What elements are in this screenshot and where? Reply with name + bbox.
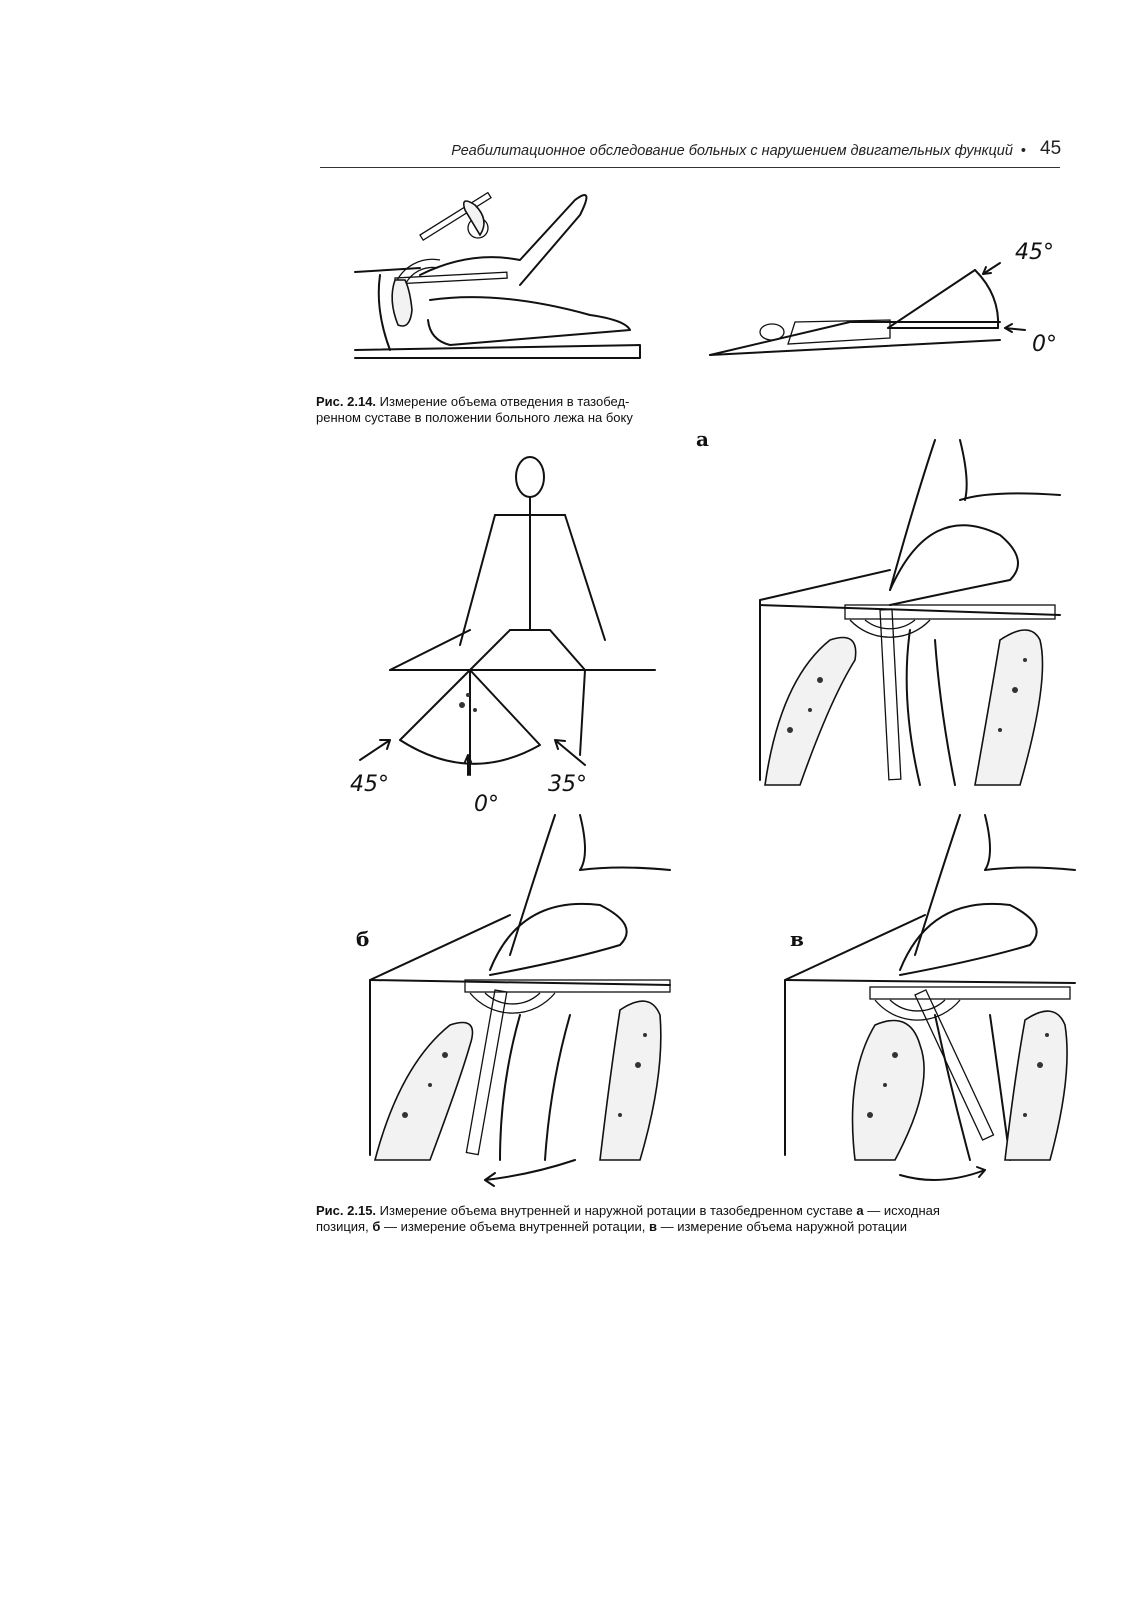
fig215-panel-b-label: б [356, 927, 370, 951]
running-title: Реабилитационное обследование больных с нарушением двигательных функций [451, 143, 1013, 159]
fig215-mark-a: а [856, 1203, 864, 1218]
fig214-abduction-diagram [700, 240, 1020, 370]
fig215-panel-a-label: а [696, 427, 709, 451]
fig215-angle-35: 35° [548, 772, 587, 797]
fig215-label: Рис. 2.15. [316, 1203, 377, 1218]
fig214-caption-line1: Измерение объема отведения в тазобед- [376, 394, 630, 409]
fig214-label: Рис. 2.14. [316, 394, 377, 409]
fig215-caption [316, 1203, 1056, 1235]
fig215-caption-part2: — исходная [863, 1203, 940, 1218]
header-rule [320, 167, 1060, 168]
fig215-panel-v-label: в [790, 927, 804, 951]
fig215-panel-a-drawing [760, 440, 1070, 790]
fig215-caption-part4: — измерение объема наружной ротации [656, 1219, 908, 1234]
header-bullet: • [1020, 143, 1026, 159]
fig214-angle-0: 0° [1032, 332, 1057, 357]
running-header [320, 143, 1034, 159]
fig214-caption-line2: ренном суставе в положении больного лежа на боку [316, 410, 633, 425]
fig215-rotation-schema [380, 455, 680, 785]
fig215-caption-part3: — измерение объема внутренней ротации, [380, 1219, 649, 1234]
fig215-caption-part1: Измерение объема внутренней и наружной ротации в тазобедренном суставе [376, 1203, 857, 1218]
fig214-patient-drawing [350, 180, 650, 360]
fig215-angle-0: 0° [474, 792, 499, 817]
fig215-mark-b: б [372, 1219, 381, 1234]
fig215-caption-line2-start: позиция, [316, 1219, 373, 1234]
fig215-panel-b-drawing [370, 815, 680, 1165]
fig214-angle-45: 45° [1015, 240, 1054, 265]
fig215-angle-45: 45° [350, 772, 389, 797]
fig215-panel-v-drawing [785, 815, 1085, 1165]
fig214-caption [316, 394, 696, 426]
page-number: 45 [1040, 138, 1062, 159]
fig215-mark-v: в [648, 1219, 657, 1234]
